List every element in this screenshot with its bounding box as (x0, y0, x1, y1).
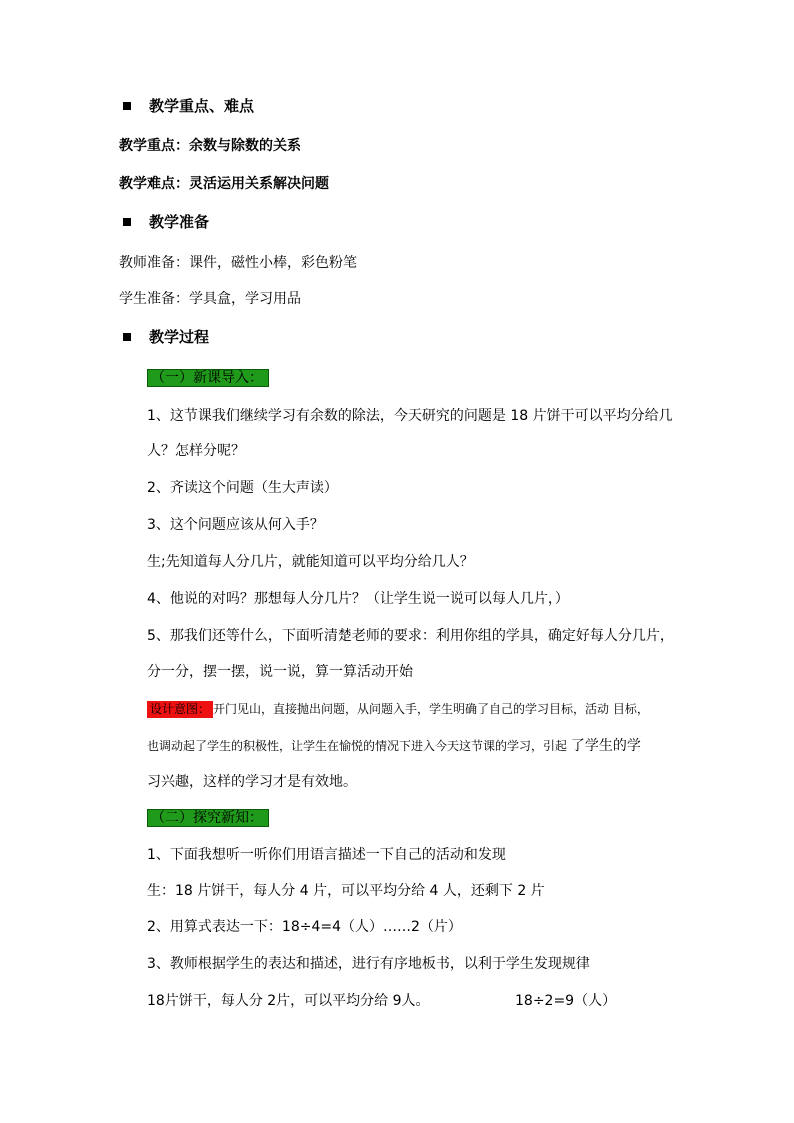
section-heading-preparation (119, 212, 209, 232)
part2-line-1: 1、下面我想听一听你们用语言描述一下自己的活动和发现 (147, 847, 506, 863)
design-intent-text-2b: 了学生的学 (570, 738, 641, 754)
design-intent-line-1 (147, 699, 649, 719)
section-title: 教学准备 (149, 213, 210, 231)
key-point-line (119, 136, 301, 156)
part2-line-3: 2、用算式表达一下：18÷4=4（人）……2（片） (147, 919, 462, 935)
part1-heading (147, 368, 269, 388)
part2-line-4: 3、教师根据学生的表达和描述，进行有序地板书，以利于学生发现规律 (147, 956, 590, 972)
difficulty-label: 教学难点： (119, 176, 189, 192)
design-intent-tag: 设计意图： (147, 701, 213, 718)
section-title: 教学过程 (149, 328, 210, 346)
teacher-prep-line: 教师准备：课件，磁性小棒，彩色粉笔 (119, 255, 357, 271)
part1-line-1: 1、这节课我们继续学习有余数的除法，今天研究的问题是 18 片饼干可以平均分给几 (147, 408, 673, 424)
part1-tag: （一）新课导入： (147, 369, 269, 387)
section-heading-key-points (119, 96, 254, 116)
difficulty-line (119, 174, 329, 194)
design-intent-text-1: 开门见山，直接抛出问题，从问题入手，学生明确了自己的学习目标，活动 目标， (213, 702, 649, 716)
section-heading-process (119, 327, 209, 347)
square-bullet-icon (123, 218, 131, 226)
part1-line-8: 分一分，摆一摆，说一说，算一算活动开始 (147, 664, 413, 680)
part2-heading (147, 808, 269, 828)
section-title: 教学重点、难点 (149, 97, 255, 115)
design-intent-text-2: 也调动起了学生的积极性，让学生在愉悦的情况下进入今天这节课的学习，引起 (147, 739, 568, 753)
student-prep-line: 学生准备：学具盒，学习用品 (119, 291, 301, 307)
key-point-label: 教学重点： (119, 138, 189, 154)
part1-line-7: 5、那我们还等什么，下面听清楚老师的要求：利用你组的学具，确定好每人分几片， (147, 628, 674, 644)
part1-line-3: 2、齐读这个问题（生大声读） (147, 480, 338, 496)
key-point-text: 余数与除数的关系 (189, 138, 301, 154)
part2-tag: （二）探究新知： (147, 809, 269, 827)
part1-line-5: 生;先知道每人分几片，就能知道可以平均分给几人？ (147, 554, 474, 570)
design-intent-line-3: 习兴趣，这样的学习才是有效地。 (147, 774, 357, 790)
part1-line-4: 3、这个问题应该从何入手？ (147, 517, 324, 533)
part1-line-2: 人？怎样分呢？ (147, 443, 245, 459)
part2-example-right: 18÷2=9（人） (515, 993, 617, 1009)
difficulty-text: 灵活运用关系解决问题 (189, 176, 329, 192)
design-intent-line-2 (147, 736, 641, 756)
square-bullet-icon (123, 333, 131, 341)
part2-line-2: 生：18 片饼干，每人分 4 片，可以平均分给 4 人，还剩下 2 片 (147, 883, 545, 899)
part2-example-left: 18片饼干，每人分 2片，可以平均分给 9人。 (147, 993, 430, 1009)
part1-line-6: 4、他说的对吗？那想每人分几片？（让学生说一说可以每人几片，） (147, 591, 569, 607)
square-bullet-icon (123, 102, 131, 110)
